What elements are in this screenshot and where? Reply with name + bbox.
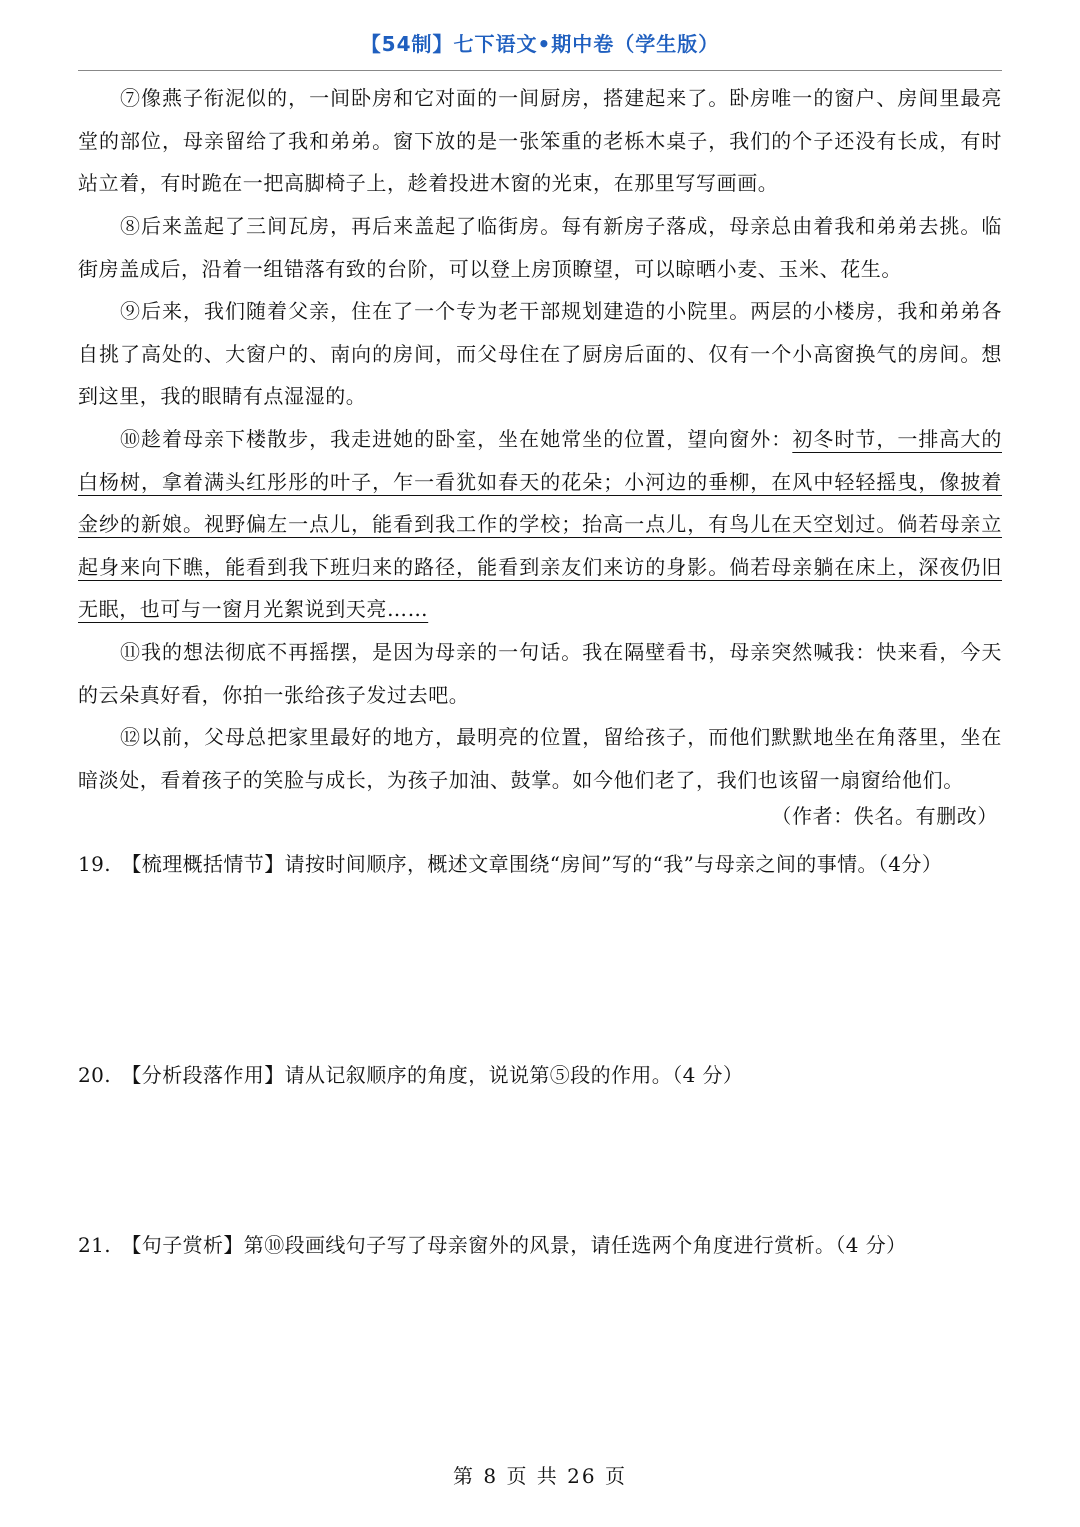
paragraph-10-text: ⑩趁着母亲下楼散步，我走进她的卧室，坐在她常坐的位置，望向窗外： bbox=[120, 427, 793, 451]
paragraph-10-underlined-sentences: 初冬时节，一排高大的白杨树，拿着满头红彤彤的叶子，乍一看犹如春天的花朵；小河边的垂柳，在风中轻轻摇曳，像披着金纱的新娘。视野偏左一点儿，能看到我工作的学校；抬高一点儿，有鸟儿在天空划过。倘若母亲立起身来向下瞧，能看到我下班归来的路径，能看到亲友们来访的身影。倘若母亲躺在床上，深夜仍旧无眠，也可与一窗月光絮说到天亮…… bbox=[78, 427, 1002, 622]
paragraph-7: ⑦像燕子衔泥似的，一间卧房和它对面的一间厨房，搭建起来了。卧房唯一的窗户、房间里最亮堂的部位，母亲留给了我和弟弟。窗下放的是一张笨重的老栎木桌子，我们的个子还没有长成，有时站立着，有时跪在一把高脚椅子上，趁着投进木窗的光束，在那里写写画画。 bbox=[78, 86, 1002, 196]
author-attribution: （作者：佚名。有删改） bbox=[771, 804, 998, 828]
paragraph-10 bbox=[78, 418, 1002, 631]
question-20: 20. 【分析段落作用】请从记叙顺序的角度，说说第⑤段的作用。（4 分） bbox=[78, 1063, 744, 1087]
paragraph-11: ⑪我的想法彻底不再摇摆，是因为母亲的一句话。我在隔壁看书，母亲突然喊我：快来看，今天的云朵真好看，你拍一张给孩子发过去吧。 bbox=[78, 640, 1002, 707]
question-19: 19. 【梳理概括情节】请按时间顺序，概述文章围绕“房间”写的“我”与母亲之间的事情。（4分） bbox=[78, 852, 943, 876]
header-divider bbox=[78, 70, 1002, 71]
paragraph-8: ⑧后来盖起了三间瓦房，再后来盖起了临街房。每有新房子落成，母亲总由着我和弟弟去挑。临街房盖成后，沿着一组错落有致的台阶，可以登上房顶瞭望，可以晾晒小麦、玉米、花生。 bbox=[78, 214, 1002, 281]
paragraph-12: ⑫以前，父母总把家里最好的地方，最明亮的位置，留给孩子，而他们默默地坐在角落里，坐在暗淡处，看着孩子的笑脸与成长，为孩子加油、鼓掌。如今他们老了，我们也该留一扇窗给他们。 bbox=[78, 725, 1002, 792]
page-header-title: 【54制】七下语文•期中卷（学生版） bbox=[360, 32, 720, 56]
question-21: 21. 【句子赏析】第⑩段画线句子写了母亲窗外的风景，请任选两个角度进行赏析。（4 分） bbox=[78, 1233, 907, 1257]
paragraph-9: ⑨后来，我们随着父亲，住在了一个专为老干部规划建造的小院里。两层的小楼房，我和弟弟各自挑了高处的、大窗户的、南向的房间，而父母住在了厨房后面的、仅有一个小高窗换气的房间。想到这里，我的眼睛有点湿湿的。 bbox=[78, 299, 1002, 409]
page-number: 第 8 页 共 26 页 bbox=[453, 1464, 627, 1488]
